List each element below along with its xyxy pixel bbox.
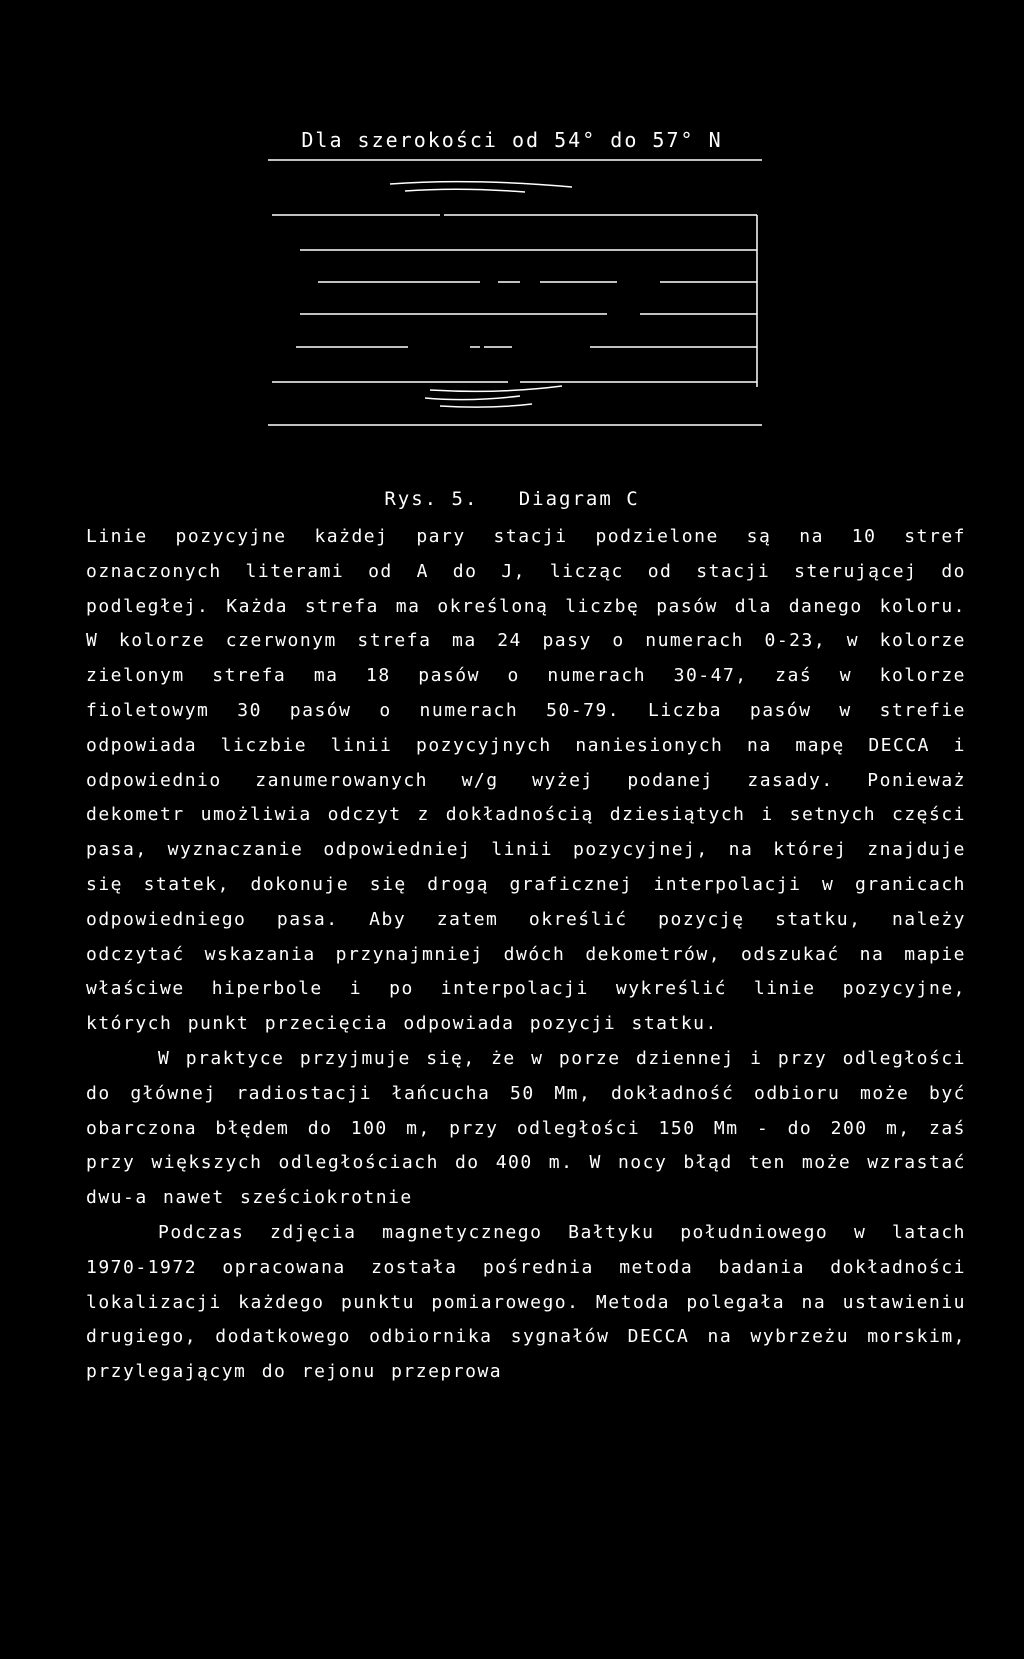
paragraph: Linie pozycyjne każdej pary stacji podzielone są na 10 stref oznaczonych literami od A do J, licząc od stacji sterującej do podległej. Każda strefa ma określoną liczbę pasów dla danego koloru. W kolorze czerwonym strefa ma 24 pasy o numerach 0-23, w kolorze zielonym strefa ma 18 pasów o numerach 30-47, zaś w kolorze fioletowym 30 pasów o numerach 50-79. Liczba pasów w strefie odpowiada liczbie linii pozycyjnych naniesionych na mapę DECCA i odpowiednio zanumerowanych w/g wyżej podanej zasady. Ponieważ dekometr umożliwia odczyt z dokładnością dziesiątych i setnych części pasa, wyznaczanie odpowiedniej linii pozycyjnej, na której znajduje się statek, dokonuje się drogą graficznej interpolacji w granicach odpowiedniego pasa. Aby zatem określić pozycję statku, należy odczytać wskazania przynajmniej dwóch dekometrów, odszukać na mapie właściwe hiperbole i po interpolacji wykreślić linie pozycyjne, których punkt przecięcia odpowiada pozycji statku. [86, 526, 966, 1035]
diagram-curve [430, 386, 562, 391]
figure-name: Diagram C [518, 488, 640, 510]
diagram-curve [390, 182, 572, 187]
diagram-c-lines [0, 0, 1024, 470]
figure-caption [0, 488, 1024, 510]
diagram-curve [425, 396, 520, 400]
diagram-curve [405, 189, 525, 192]
diagram-title: Dla szerokości od 54° do 57° N [301, 128, 723, 152]
figure-number: Rys. 5. [384, 488, 479, 510]
paragraph: W praktyce przyjmuje się, że w porze dziennej i przy odległości do głównej radiostacji łańcucha 50 Mm, dokładność odbioru może być obarczona błędem do 100 m, przy odległości 150 Mm - do 200 m, zaś przy większych odległościach do 400 m. W nocy błąd ten może wzrastać dwu-a nawet sześciokrotnie [86, 1047, 966, 1209]
body-text [86, 520, 966, 1390]
diagram-curve [440, 404, 532, 407]
paragraph: Podczas zdjęcia magnetycznego Bałtyku południowego w latach 1970-1972 opracowana została pośrednia metoda badania dokładności lokalizacji każdego punktu pomiarowego. Metoda polegała na ustawieniu drugiego, dodatkowego odbiornika sygnałów DECCA na wybrzeżu morskim, przylegającym do rejonu przeprowa [86, 1221, 966, 1383]
